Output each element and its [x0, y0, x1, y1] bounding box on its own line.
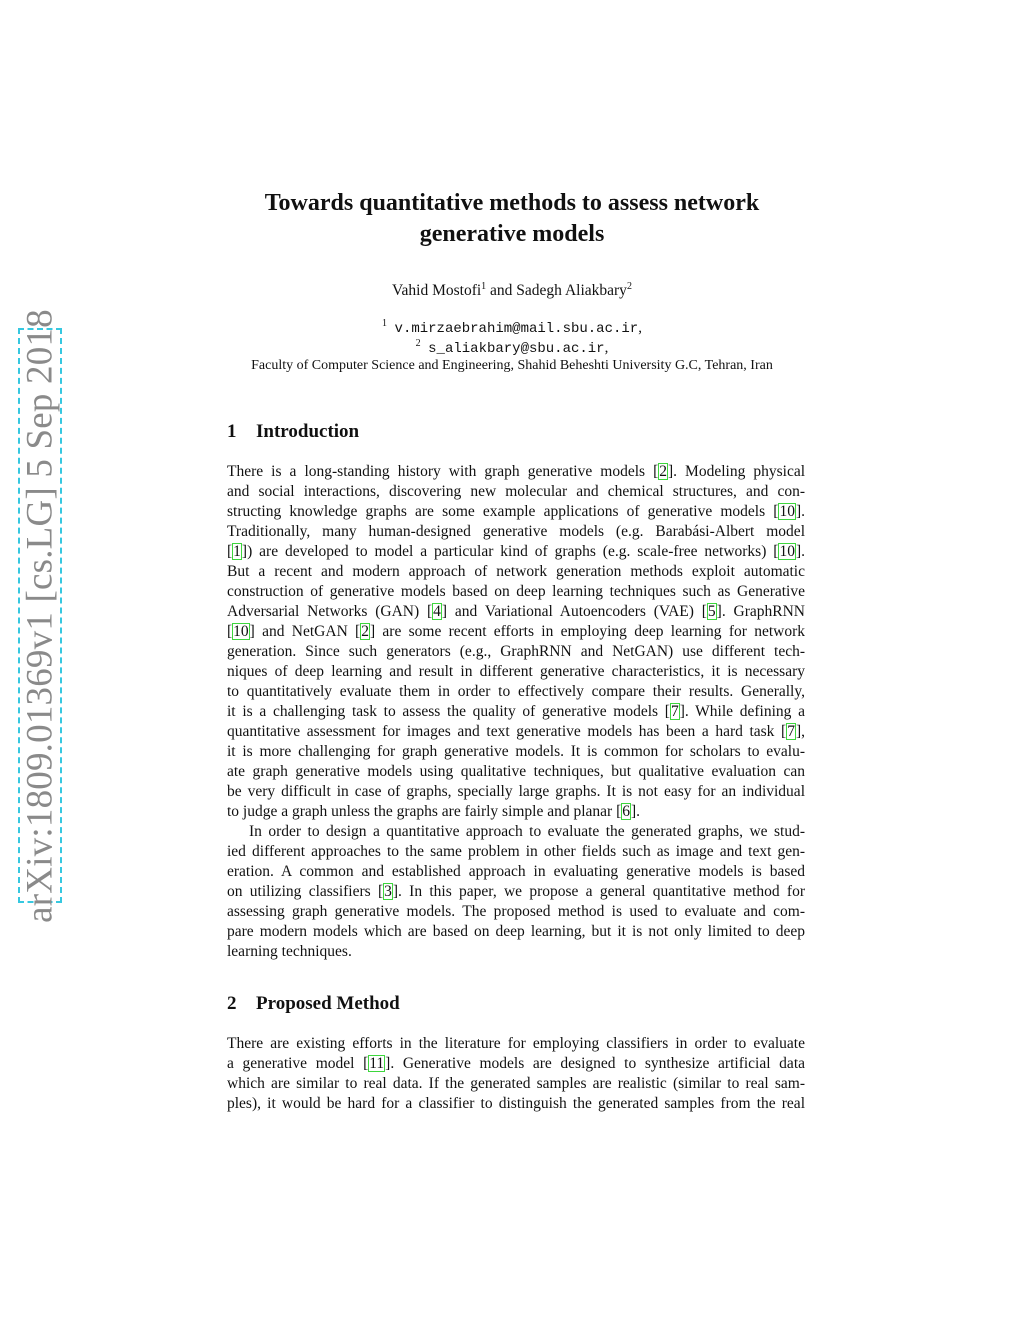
- text-line: construction of generative models based on deep learning techniques such as Generative: [227, 583, 805, 600]
- intro-paragraph-2: [227, 822, 805, 962]
- text-line: and social interactions, discovering new molecular and chemical structures, and con-: [227, 483, 805, 500]
- text-line: which are similar to real data. If the generated samples are realistic (similar to real sam-: [227, 1075, 805, 1092]
- text-line: on utilizing classifiers [3]. In this paper, we propose a general quantitative method for: [227, 883, 805, 900]
- email-1-sup: 1: [382, 318, 388, 329]
- title-line-1: Towards quantitative methods to assess network: [264, 190, 760, 216]
- section-title: Proposed Method: [256, 993, 400, 1014]
- author-2-sup: 2: [626, 281, 632, 292]
- paper-title: [0, 188, 1024, 250]
- method-paragraph-1: [227, 1034, 805, 1114]
- text-line: to judge a graph unless the graphs are fairly simple and planar [6].: [227, 803, 641, 820]
- citation-link[interactable]: 10: [779, 503, 795, 520]
- citation-link[interactable]: 6: [622, 803, 631, 820]
- text-line: generation. Since such generators (e.g., GraphRNN and NetGAN) use different tech-: [227, 643, 805, 660]
- author-2: and Sadegh Aliakbary: [486, 282, 627, 299]
- text-line: pare modern models which are based on deep learning, but it is not only limited to deep: [227, 923, 805, 940]
- email-1[interactable]: v.mirzaebrahim@mail.sbu.ac.ir: [394, 321, 639, 337]
- text-line: Adversarial Networks (GAN) [4] and Variational Autoencoders (VAE) [5]. GraphRNN: [227, 603, 805, 620]
- text-line: learning techniques.: [227, 943, 352, 960]
- text-line: [10] and NetGAN [2] are some recent efforts in employing deep learning for network: [227, 623, 805, 640]
- text-line: But a recent and modern approach of network generation methods exploit automatic: [227, 563, 805, 580]
- comma: ,: [638, 320, 642, 336]
- citation-link[interactable]: 10: [233, 623, 249, 640]
- text-line: ied different approaches to the same problem in other fields such as image and text gen-: [227, 843, 805, 860]
- section-number: 2: [227, 993, 237, 1014]
- email-2[interactable]: s_aliakbary@sbu.ac.ir: [428, 341, 605, 357]
- email-line-2: [0, 340, 1024, 357]
- text-line: be very difficult in case of graphs, specially large graphs. It is not easy for an individual: [227, 783, 805, 800]
- intro-paragraph-1: [227, 462, 805, 822]
- affiliation: Faculty of Computer Science and Engineering, Shahid Beheshti University G.C, Tehran, Iran: [251, 358, 773, 373]
- comma: ,: [604, 340, 609, 356]
- author-1: Vahid Mostofi: [392, 282, 482, 299]
- text-line: it is a challenging task to assess the quality of generative models [7]. While defining a: [227, 703, 805, 720]
- text-line: to quantitatively evaluate them in order to effectively compare their results. Generally,: [227, 683, 805, 700]
- citation-link[interactable]: 5: [707, 603, 716, 620]
- text-line: There are existing efforts in the literature for employing classifiers in order to evaluate: [227, 1035, 805, 1052]
- citation-link[interactable]: 7: [787, 723, 795, 740]
- email-2-sup: 2: [415, 338, 421, 349]
- text-line: a generative model [11]. Generative models are designed to synthesize artificial data: [227, 1055, 805, 1072]
- citation-link[interactable]: 2: [361, 623, 369, 640]
- arxiv-stamp: [18, 308, 62, 923]
- citation-link[interactable]: 10: [779, 543, 795, 560]
- text-line: In order to design a quantitative approach to evaluate the generated graphs, we stud-: [249, 823, 805, 840]
- text-line: quantitative assessment for images and text generative models has been a hard task [7],: [227, 723, 805, 740]
- section-title: Introduction: [256, 421, 360, 442]
- text-line: it is more challenging for graph generative models. It is common for scholars to evalu-: [227, 743, 805, 760]
- citation-link[interactable]: 11: [369, 1055, 385, 1072]
- text-line: [1]) are developed to model a particular kind of graphs (e.g. scale-free networks) [10].: [227, 543, 805, 560]
- title-line-2: generative models: [419, 221, 605, 247]
- citation-link[interactable]: 7: [670, 703, 679, 720]
- section-number: 1: [227, 421, 237, 442]
- text-line: ples), it would be hard for a classifier to distinguish the generated samples from the real: [227, 1095, 805, 1112]
- section-heading-proposed-method: [227, 993, 400, 1015]
- citation-link[interactable]: 3: [384, 883, 392, 900]
- arxiv-stamp-text: arXiv:1809.01369v1 [cs.LG] 5 Sep 2018: [19, 308, 61, 923]
- text-line: There is a long-standing history with graph generative models [2]. Modeling physical: [227, 463, 806, 480]
- section-heading-introduction: [227, 421, 359, 443]
- text-line: niques of deep learning and result in different generative characteristics, it is necessary: [227, 663, 805, 680]
- text-line: structing knowledge graphs are some example applications of generative models [10].: [227, 503, 805, 520]
- citation-link[interactable]: 2: [659, 463, 667, 480]
- email-line-1: [0, 320, 1024, 337]
- citation-link[interactable]: 1: [233, 543, 241, 560]
- text-line: ate graph generative models using qualitative techniques, but qualitative evaluation can: [227, 763, 805, 780]
- text-line: eration. A common and established approach in evaluating generative models is based: [227, 863, 805, 880]
- text-line: Traditionally, many human-designed generative models (e.g. Barabási-Albert model: [227, 523, 805, 540]
- author-list: [0, 282, 1024, 300]
- author-1-sup: 1: [481, 281, 487, 292]
- citation-link[interactable]: 4: [433, 603, 441, 620]
- text-line: assessing graph generative models. The proposed method is used to evaluate and com-: [227, 903, 805, 920]
